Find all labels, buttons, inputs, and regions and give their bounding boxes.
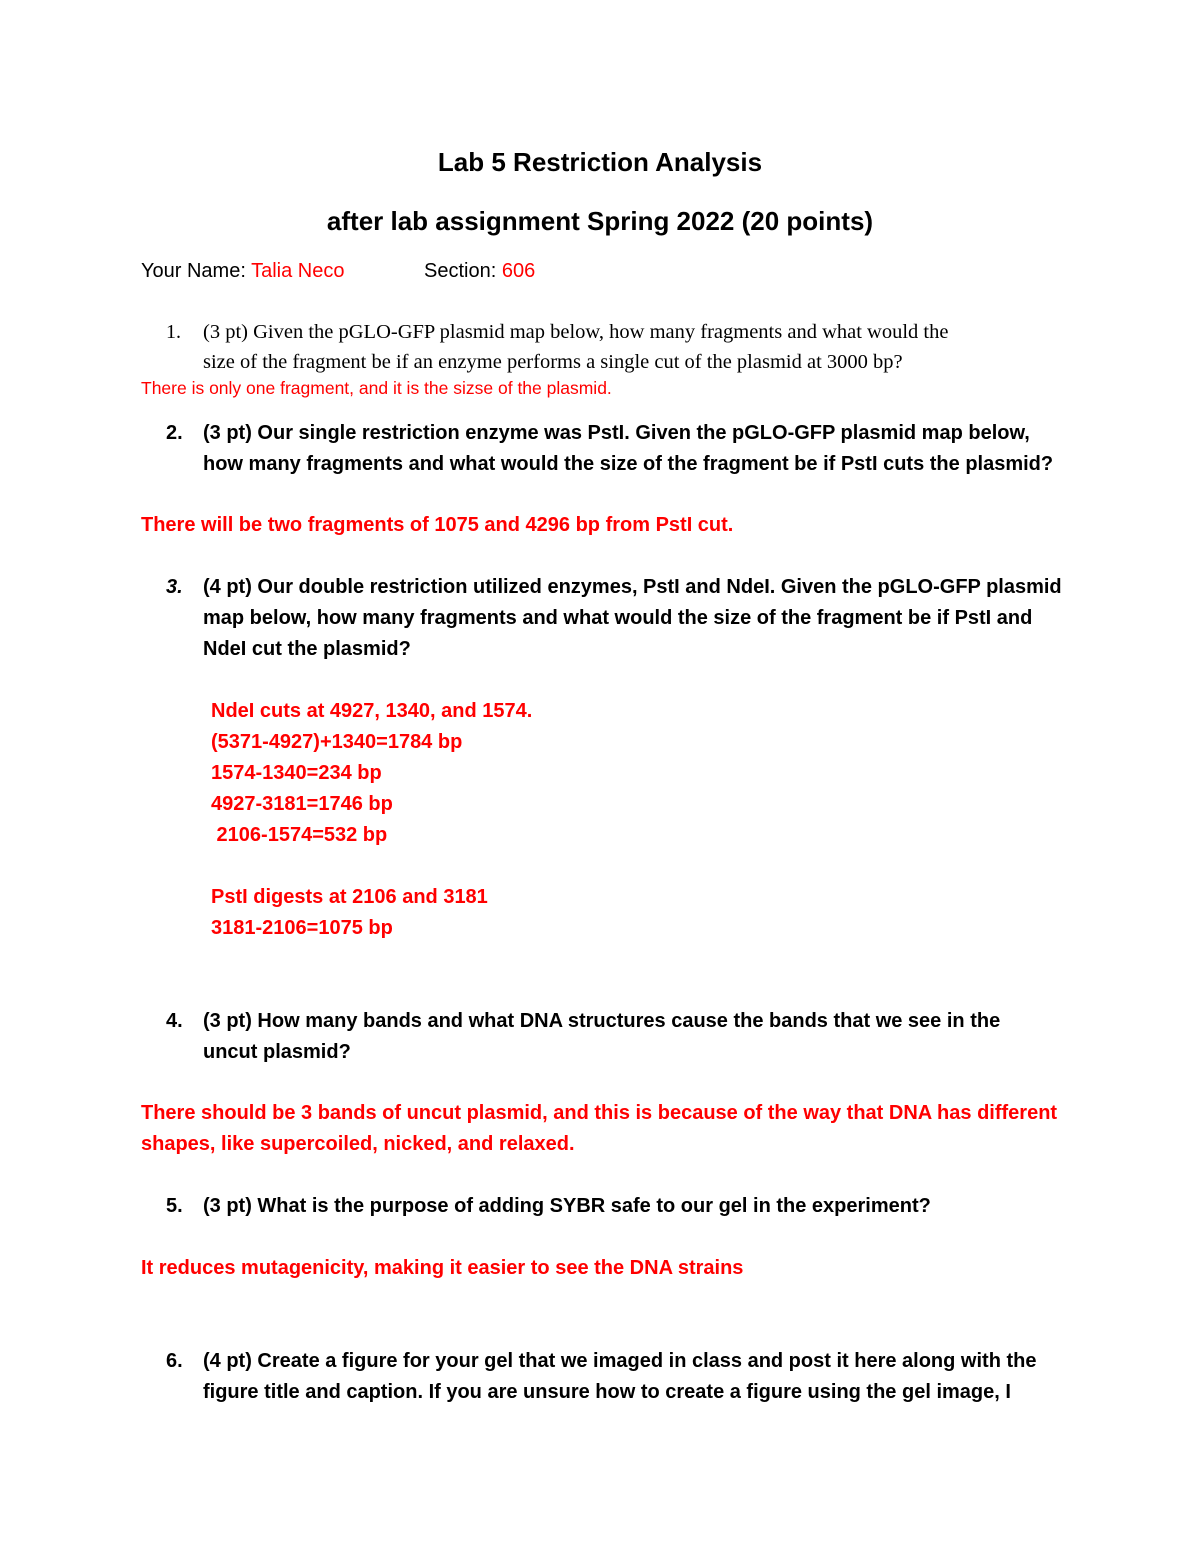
answer-5: It reduces mutagenicity, making it easier to see the DNA strains <box>141 1257 744 1279</box>
answer-4-line: shapes, like supercoiled, nicked, and relaxed. <box>141 1133 575 1155</box>
page-title: Lab 5 Restriction Analysis <box>437 147 763 177</box>
question-2-line: how many fragments and what would the size of the fragment be if PstI cuts the plasmid? <box>203 453 1054 475</box>
question-4-number: 4. <box>166 1010 183 1032</box>
question-6-line: figure title and caption. If you are unsure how to create a figure using the gel image, I <box>203 1381 1011 1403</box>
question-6-number: 6. <box>166 1350 183 1372</box>
name-value: Talia Neco <box>251 260 345 282</box>
question-4-line: (3 pt) How many bands and what DNA structures cause the bands that we see in the <box>203 1010 1001 1032</box>
question-3-number: 3. <box>166 576 183 598</box>
question-3-line: (4 pt) Our double restriction utilized enzymes, PstI and NdeI. Given the pGLO-GFP plasmid <box>203 576 1062 598</box>
answer-3-line: NdeI cuts at 4927, 1340, and 1574. <box>211 700 533 722</box>
answer-3-line: (5371-4927)+1340=1784 bp <box>211 731 463 753</box>
question-3-line: NdeI cut the plasmid? <box>203 638 411 660</box>
question-5-line: (3 pt) What is the purpose of adding SYBR safe to our gel in the experiment? <box>203 1195 931 1217</box>
question-5-number: 5. <box>166 1195 183 1217</box>
question-3-line: map below, how many fragments and what would the size of the fragment be if PstI and <box>203 607 1033 629</box>
question-1-line: (3 pt) Given the pGLO-GFP plasmid map below, how many fragments and what would the <box>203 321 949 343</box>
answer-2: There will be two fragments of 1075 and 4296 bp from PstI cut. <box>141 514 734 536</box>
answer-3-line: 3181-2106=1075 bp <box>211 917 393 939</box>
answer-3-line: PstI digests at 2106 and 3181 <box>211 886 488 908</box>
question-4-line: uncut plasmid? <box>203 1041 351 1063</box>
section-row <box>424 259 535 283</box>
name-label: Your Name: <box>141 260 246 282</box>
question-2-line: (3 pt) Our single restriction enzyme was PstI. Given the pGLO-GFP plasmid map below, <box>203 422 1030 444</box>
question-1-line: size of the fragment be if an enzyme performs a single cut of the plasmid at 3000 bp? <box>203 351 903 373</box>
answer-3-line: 2106-1574=532 bp <box>211 824 388 846</box>
question-6-line: (4 pt) Create a figure for your gel that we imaged in class and post it here along with the <box>203 1350 1037 1372</box>
section-value: 606 <box>501 260 536 282</box>
answer-1: There is only one fragment, and it is the sizse of the plasmid. <box>141 378 612 398</box>
answer-4-line: There should be 3 bands of uncut plasmid, and this is because of the way that DNA has different <box>141 1102 1058 1124</box>
question-2-number: 2. <box>166 422 183 444</box>
answer-3-line: 4927-3181=1746 bp <box>211 793 393 815</box>
name-row <box>141 259 344 283</box>
answer-3-line: 1574-1340=234 bp <box>211 762 382 784</box>
question-1-number: 1. <box>166 321 181 343</box>
section-label: Section: <box>424 260 497 282</box>
page-subtitle: after lab assignment Spring 2022 (20 points) <box>326 206 874 236</box>
